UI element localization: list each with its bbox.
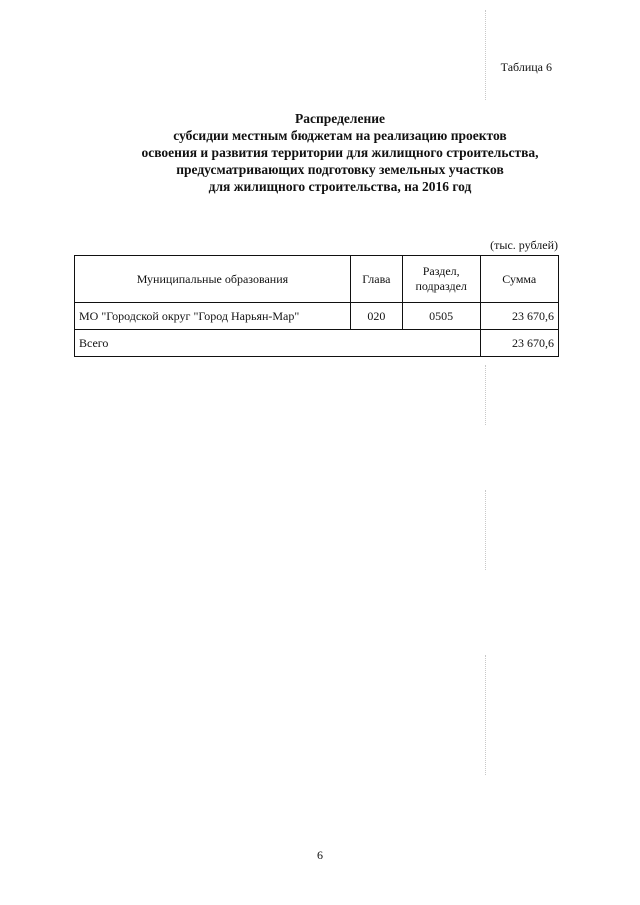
page-number: 6 <box>317 848 323 862</box>
table-number: Таблица 6 <box>500 60 552 74</box>
scan-artifact <box>485 655 487 775</box>
table-header-row <box>75 256 559 303</box>
title-line: освоения и развития территории для жилищного строительства, <box>141 145 539 160</box>
total-amount: 23 670,6 <box>480 330 558 357</box>
title-line: Распределение <box>294 111 386 126</box>
scan-artifact <box>485 10 487 100</box>
distribution-table <box>74 255 559 357</box>
header-amount: Сумма <box>480 256 558 303</box>
header-section: Раздел, подраздел <box>402 256 480 303</box>
cell-amount: 23 670,6 <box>480 303 558 330</box>
cell-chapter: 020 <box>350 303 402 330</box>
units-note: (тыс. рублей) <box>490 238 558 252</box>
title-line: для жилищного строительства, на 2016 год <box>208 179 472 194</box>
title-line: субсидии местным бюджетам на реализацию проектов <box>173 128 507 143</box>
table-total-row <box>75 330 559 357</box>
scan-artifact <box>485 365 487 425</box>
cell-section: 0505 <box>402 303 480 330</box>
table-row <box>75 303 559 330</box>
header-municipality: Муниципальные образования <box>75 256 351 303</box>
title-line: предусматривающих подготовку земельных участков <box>176 162 504 177</box>
header-chapter: Глава <box>350 256 402 303</box>
scan-artifact <box>485 490 487 570</box>
cell-municipality: МО "Городской округ "Город Нарьян-Мар" <box>75 303 351 330</box>
document-title <box>60 110 620 195</box>
total-label: Всего <box>75 330 481 357</box>
